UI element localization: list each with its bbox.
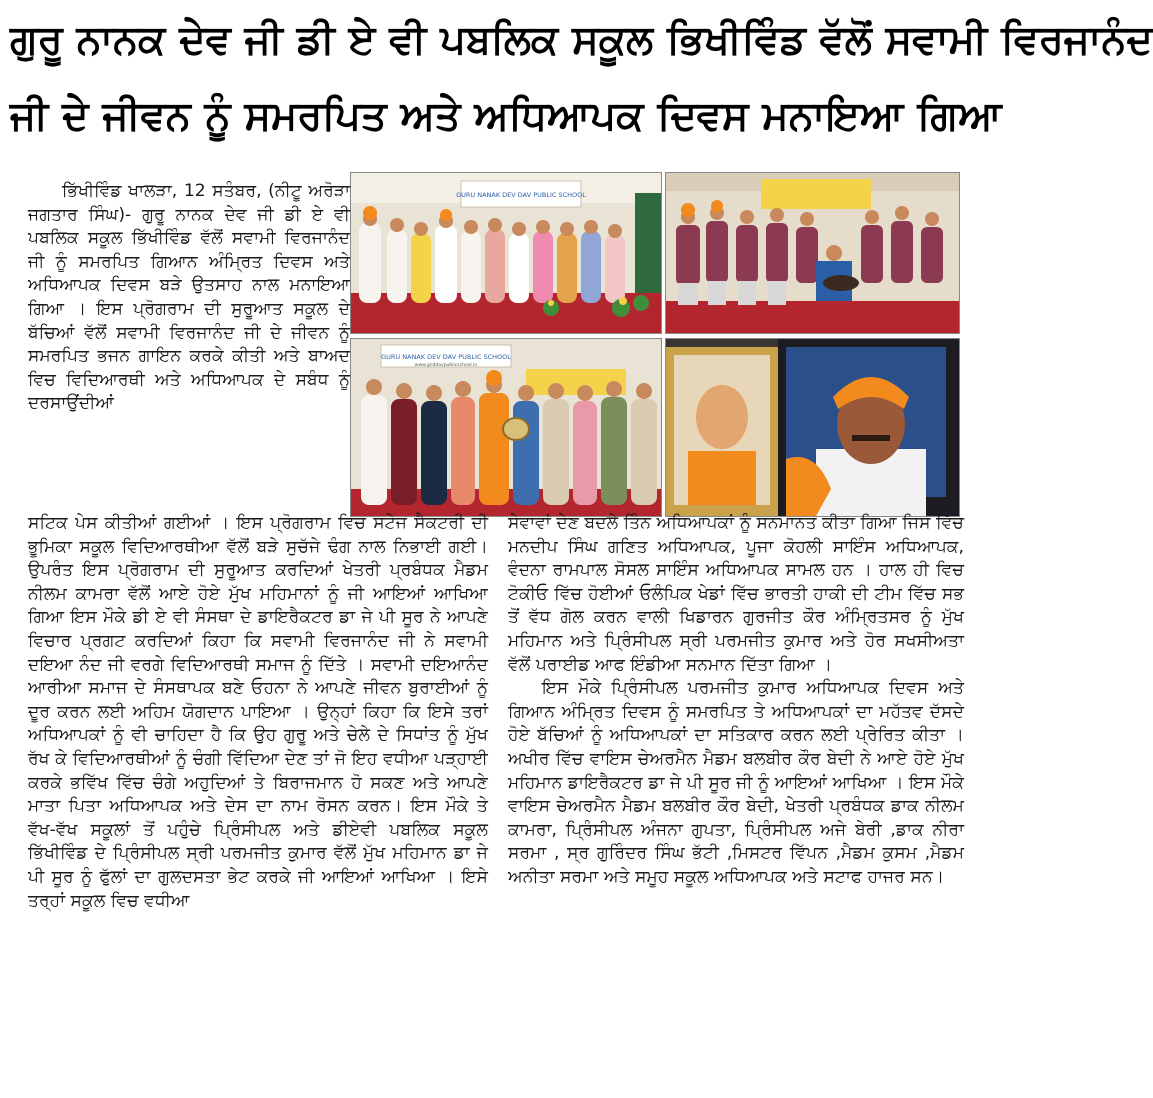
article-column-right	[508, 512, 964, 890]
headline-line-1: ਗੁਰੂ ਨਾਨਕ ਦੇਵ ਜੀ ਡੀ ਏ ਵੀ ਪਬਲਿਕ ਸਕੂਲ ਭਿਖੀਵਿੰਡ ਵੱਲੋਂ ਸਵਾਮੀ ਵਿਰਜਾਨੰਦ	[10, 17, 1153, 63]
headline-line-2: ਜੀ ਦੇ ਜੀਵਨ ਨੂੰ ਸਮਰਪਿਤ ਅਤੇ ਅਧਿਆਪਕ ਦਿਵਸ ਮਨਾਇਆ ਗਿਆ	[10, 93, 1002, 139]
article-lead-paragraph: ਭਿੱਖੀਵਿੰਡ ਖਾਲੜਾ, 12 ਸਤੰਬਰ, (ਨੀਟੂ ਅਰੋੜਾ ਜਗਤਾਰ ਸਿੰਘ)- ਗੁਰੂ ਨਾਨਕ ਦੇਵ ਜੀ ਡੀ ਏ ਵੀ ਪਬਲਿਕ ਸਕੂਲ ਭਿੱਖੀਵਿੰਡ ਵੱਲੋਂ ਸਵਾਮੀ ਵਿਰਜਾਨੰਦ ਜੀ ਨੂੰ ਸਮਰਪਿਤ ਗਿਆਨ ਅੰਮ੍ਰਿਤ ਦਿਵਸ ਅਤੇ ਅਧਿਆਪਕ ਦਿਵਸ ਬੜੇ ਉਤਸਾਹ ਨਾਲ ਮਨਾਇਆ ਗਿਆ । ਇਸ ਪ੍ਰੋਗਰਾਮ ਦੀ ਸੁਰੂਆਤ ਸਕੂਲ ਦੇ ਬੱਚਿਆਂ ਵੱਲੋਂ ਸਵਾਮੀ ਵਿਰਜਾਨੰਦ ਜੀ ਦੇ ਜੀਵਨ ਨੂੰ ਸਮਰਪਿਤ ਭਜਨ ਗਾਇਨ ਕਰਕੇ ਕੀਤੀ ਅਤੇ ਬਾਅਦ ਵਿਚ ਵਿਦਿਆਰਥੀ ਅਤੇ ਅਧਿਆਪਕ ਦੇ ਸਬੰਧ ਨੂੰ ਦਰਸਾਉਂਦੀਆਂ	[28, 181, 350, 414]
article-paragraph-awards: ਸੇਵਾਵਾਂ ਦੇਣ ਬਦਲੇ ਤਿੰਨ ਅਧਿਆਪਕਾਂ ਨੂੰ ਸਨਮਾਨਤ ਕੀਤਾ ਗਿਆ ਜਿਸ ਵਿੱਚ ਮਨਦੀਪ ਸਿੰਘ ਗਣਿਤ ਅਧਿਆਪਕ, ਪੂਜਾ ਕੋਹਲੀ ਸਾਇੰਸ ਅਧਿਆਪਕ, ਵੰਦਨਾ ਰਾਮਪਾਲ ਸੋਸਲ ਸਾਇੰਸ ਅਧਿਆਪਕ ਸਾਮਲ ਹਨ । ਹਾਲ ਹੀ ਵਿਚ ਟੋਕੀਓ ਵਿੱਚ ਹੋਈਆਂ ਓਲੰਪਿਕ ਖੇਡਾਂ ਵਿੱਚ ਭਾਰਤੀ ਹਾਕੀ ਦੀ ਟੀਮ ਵਿੱਚ ਸਭ ਤੋਂ ਵੱਧ ਗੋਲ ਕਰਨ ਵਾਲੀ ਖਿਡਾਰਨ ਗੁਰਜੀਤ ਕੌਰ ਅੰਮ੍ਰਿਤਸਰ ਨੂੰ ਮੁੱਖ ਮਹਿਮਾਨ ਅਤੇ ਪ੍ਰਿੰਸੀਪਲ ਸ੍ਰੀ ਪਰਮਜੀਤ ਕੁਮਾਰ ਅਤੇ ਹੋਰ ਸਖਸੀਅਤਾ ਵੱਲੋਂ ਪਰਾਈਡ ਆਫ ਇੰਡੀਆ ਸਨਮਾਨ ਦਿੱਤਾ ਗਿਆ ।	[508, 513, 964, 675]
photo-students-performing	[665, 172, 960, 334]
photo-group-stage	[350, 172, 662, 334]
banner-school-name-2: GURU NANAK DEV DAV PUBLIC SCHOOL	[381, 353, 511, 361]
article-column-left-top	[28, 180, 350, 416]
photo-award-presentation	[350, 338, 662, 517]
article-paragraph: ਸਟਿਕ ਪੇਸ ਕੀਤੀਆਂ ਗਈਆਂ । ਇਸ ਪ੍ਰੋਗਰਾਮ ਵਿਚ ਸਟੇਜ ਸੈਕਟਰੀ ਦੀ ਭੂਮਿਕਾ ਸਕੂਲ ਵਿਦਿਆਰਥੀਆ ਵੱਲੋਂ ਬੜੇ ਸੁਚੱਜੇ ਢੰਗ ਨਾਲ ਨਿਭਾਈ ਗਈ। ਉਪਰੰਤ ਇਸ ਪ੍ਰੋਗਰਾਮ ਦੀ ਸੁਰੂਆਤ ਕਰਦਿਆਂ ਖੇਤਰੀ ਪ੍ਰਬੰਧਕ ਮੈਡਮ ਨੀਲਮ ਕਾਮਰਾ ਵੱਲੋਂ ਆਏ ਹੋਏ ਮੁੱਖ ਮਹਿਮਾਨਾਂ ਨੂੰ ਜੀ ਆਇਆਂ ਆਖਿਆ ਗਿਆ ਇਸ ਮੌਕੇ ਡੀ ਏ ਵੀ ਸੰਸਥਾ ਦੇ ਡਾਇਰੈਕਟਰ ਡਾ ਜੇ ਪੀ ਸੂਰ ਨੇ ਆਪਣੇ ਵਿਚਾਰ ਪ੍ਰਗਟ ਕਰਦਿਆਂ ਕਿਹਾ ਕਿ ਸਵਾਮੀ ਵਿਰਜਾਨੰਦ ਜੀ ਨੇ ਸਵਾਮੀ ਦਇਆ ਨੰਦ ਜੀ ਵਰਗੇ ਵਿਦਿਆਰਥੀ ਸਮਾਜ ਨੂੰ ਦਿੱਤੇ । ਸਵਾਮੀ ਦਇਆਨੰਦ ਆਰੀਆ ਸਮਾਜ ਦੇ ਸੰਸਥਾਪਕ ਬਣੇ ਓਹਨਾ ਨੇ ਆਪਣੇ ਜੀਵਨ ਬੁਰਾਈਆਂ ਨੂੰ ਦੂਰ ਕਰਨ ਲਈ ਅਹਿਮ ਯੋਗਦਾਨ ਪਾਇਆ । ਉਨ੍ਹਾਂ ਕਿਹਾ ਕਿ ਇਸੇ ਤਰਾਂ ਅਧਿਆਪਕਾਂ ਨੂੰ ਵੀ ਚਾਹਿਦਾ ਹੈ ਕਿ ਉਹ ਗੁਰੂ ਅਤੇ ਚੇਲੇ ਦੇ ਸਿਧਾਂਤ ਨੂੰ ਮੁੱਖ ਰੱਖ ਕੇ ਵਿਦਿਆਰਥੀਆਂ ਨੂੰ ਚੰਗੀ ਵਿੱਦਿਆ ਦੇਣ ਤਾਂ ਜੋ ਇਹ ਵਧੀਆ ਪੜ੍ਹਾਈ ਕਰਕੇ ਭਵਿੱਖ ਵਿੱਚ ਚੰਗੇ ਅਹੁਦਿਆਂ ਤੇ ਬਿਰਾਜਮਾਨ ਹੋ ਸਕਣ ਅਤੇ ਆਪਣੇ ਮਾਤਾ ਪਿਤਾ ਅਧਿਆਪਕ ਅਤੇ ਦੇਸ ਦਾ ਨਾਮ ਰੋਸਨ ਕਰਨ। ਇਸ ਮੌਕੇ ਤੇ ਵੱਖ-ਵੱਖ ਸਕੂਲਾਂ ਤੋਂ ਪਹੁੰਚੇ ਪ੍ਰਿੰਸੀਪਲ ਅਤੇ ਡੀਏਵੀ ਪਬਲਿਕ ਸਕੂਲ ਭਿੱਖੀਵਿੰਡ ਦੇ ਪ੍ਰਿੰਸੀਪਲ ਸ੍ਰੀ ਪਰਮਜੀਤ ਕੁਮਾਰ ਵੱਲੋਂ ਮੁੱਖ ਮਹਿਮਾਨ ਡਾ ਜੇ ਪੀ ਸੂਰ ਨੂੰ ਫੁੱਲਾਂ ਦਾ ਗੁਲਦਸਤਾ ਭੇਟ ਕਰਕੇ ਜੀ ਆਇਆਂ ਆਖਿਆ । ਇਸੇ ਤਰ੍ਹਾਂ ਸਕੂਲ ਵਿਚ ਵਧੀਆ	[28, 513, 488, 911]
photo-speaker-portrait	[665, 338, 960, 517]
banner-school-name: GURU NANAK DEV DAV PUBLIC SCHOOL	[456, 191, 586, 199]
banner-school-website: www.gnddavpublicschool.in	[414, 363, 478, 368]
article-column-left	[28, 512, 488, 913]
article-paragraph-closing: ਇਸ ਮੌਕੇ ਪ੍ਰਿੰਸੀਪਲ ਪਰਮਜੀਤ ਕੁਮਾਰ ਅਧਿਆਪਕ ਦਿਵਸ ਅਤੇ ਗਿਆਨ ਅੰਮ੍ਰਿਤ ਦਿਵਸ ਨੂੰ ਸਮਰਪਿਤ ਤੇ ਅਧਿਆਪਕਾਂ ਦਾ ਮਹੱਤਵ ਦੱਸਦੇ ਹੋਏ ਬੱਚਿਆਂ ਨੂੰ ਅਧਿਆਪਕਾਂ ਦਾ ਸਤਿਕਾਰ ਕਰਨ ਲਈ ਪ੍ਰੇਰਿਤ ਕੀਤਾ । ਅਖੀਰ ਵਿੱਚ ਵਾਇਸ ਚੇਅਰਮੈਨ ਮੈਡਮ ਬਲਬੀਰ ਕੌਰ ਬੇਦੀ ਨੇ ਆਏ ਹੋਏ ਮੁੱਖ ਮਹਿਮਾਨ ਡਾਇਰੈਕਟਰ ਡਾ ਜੇ ਪੀ ਸੂਰ ਜੀ ਨੂੰ ਆਇਆਂ ਆਖਿਆ । ਇਸ ਮੌਕੇ ਵਾਇਸ ਚੇਅਰਮੈਨ ਮੈਡਮ ਬਲਬੀਰ ਕੌਰ ਬੇਦੀ, ਖੇਤਰੀ ਪ੍ਰਬੰਧਕ ਡਾਕ ਨੀਲਮ ਕਾਮਰਾ, ਪ੍ਰਿੰਸੀਪਲ ਅੰਜਨਾ ਗੁਪਤਾ, ਪ੍ਰਿੰਸੀਪਲ ਅਜੇ ਬੇਰੀ ,ਡਾਕ ਨੀਰਾ ਸਰਮਾ , ਸ੍ਰ ਗੁਰਿੰਦਰ ਸਿੰਘ ਭੱਟੀ ,ਮਿਸਟਰ ਵਿੱਪਨ ,ਮੈਡਮ ਕੁਸਮ ,ਮੈਡਮ ਅਨੀਤਾ ਸਰਮਾ ਅਤੇ ਸਮੂਹ ਸਕੂਲ ਅਧਿਆਪਕ ਅਤੇ ਸਟਾਫ ਹਾਜਰ ਸਨ।	[508, 678, 964, 887]
